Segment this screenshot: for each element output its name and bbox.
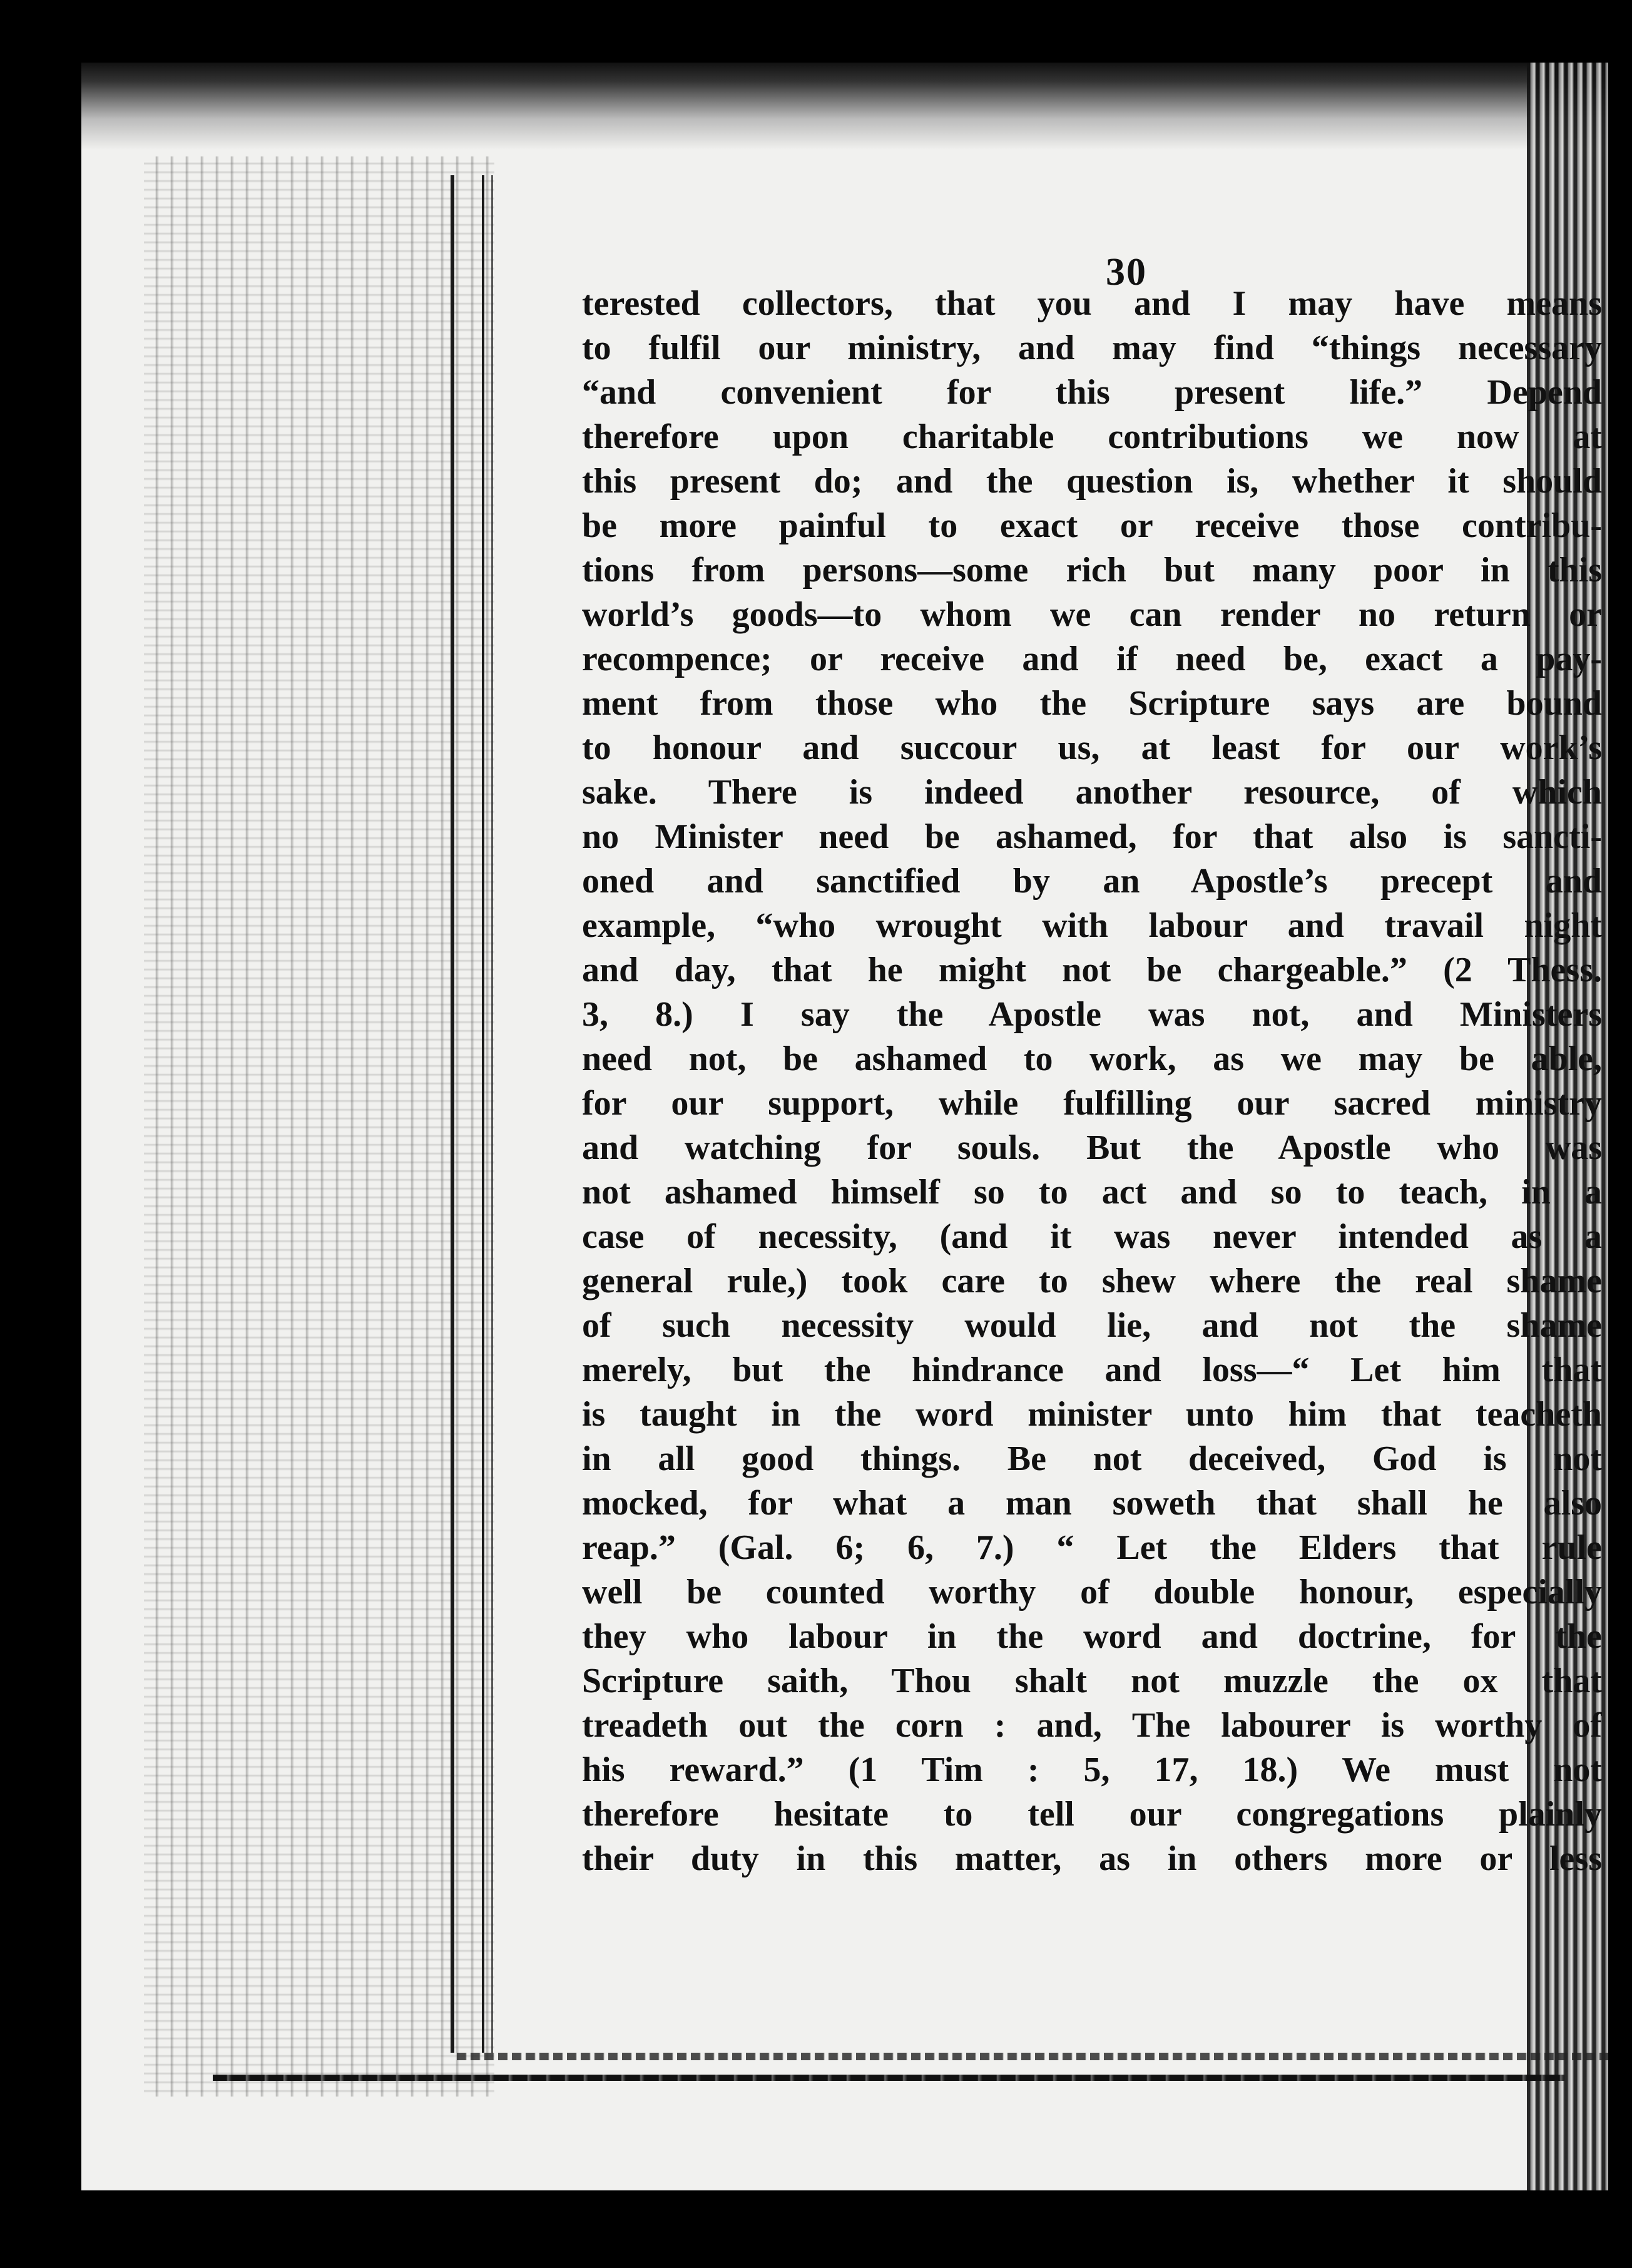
- text-line: mocked, for what a man soweth that shall he also: [582, 1484, 1602, 1523]
- text-line: therefore upon charitable contributions we now at: [582, 417, 1602, 456]
- text-line: sake. There is indeed another resource, of which: [582, 773, 1602, 812]
- text-line: this present do; and the question is, whether it should: [582, 462, 1602, 501]
- text-line: not ashamed himself so to act and so to teach, in a: [582, 1173, 1602, 1212]
- text-line: need not, be ashamed to work, as we may be able,: [582, 1040, 1602, 1078]
- text-line: world’s goods—to whom we can render no return or: [582, 595, 1602, 634]
- text-line: their duty in this matter, as in others more or less: [582, 1839, 1602, 1878]
- text-line: therefore hesitate to tell our congregations plainly: [582, 1795, 1602, 1834]
- text-line: no Minister need be ashamed, for that also is sancti-: [582, 817, 1602, 856]
- text-line: case of necessity, (and it was never intended as a: [582, 1217, 1602, 1256]
- text-line: treadeth out the corn : and, The labourer is worthy of: [582, 1706, 1602, 1745]
- text-line: “and convenient for this present life.” Depend: [582, 373, 1602, 412]
- bleed-through-shadow: [144, 156, 494, 2097]
- text-line: reap.” (Gal. 6; 6, 7.) “ Let the Elders that rule: [582, 1528, 1602, 1567]
- bottom-border-noise: [457, 2053, 1608, 2060]
- text-line: oned and sanctified by an Apostle’s precept and: [582, 862, 1602, 901]
- text-line: 3, 8.) I say the Apostle was not, and Ministers: [582, 995, 1602, 1034]
- bottom-border-rule: [213, 2075, 1564, 2081]
- scan-top-border: [81, 63, 1608, 150]
- text-line: tions from persons—some rich but many poor in this: [582, 551, 1602, 590]
- text-line: to honour and succour us, at least for our work’s: [582, 728, 1602, 767]
- text-line: terested collectors, that you and I may have means: [582, 284, 1602, 323]
- text-line: merely, but the hindrance and loss—“ Let him that: [582, 1351, 1602, 1389]
- text-line: and watching for souls. But the Apostle who was: [582, 1128, 1602, 1167]
- text-line: and day, that he might not be chargeable.” (2 Thess.: [582, 951, 1602, 989]
- text-line: example, “who wrought with labour and travail night: [582, 906, 1602, 945]
- text-line: recompence; or receive and if need be, exact a pay-: [582, 640, 1602, 678]
- text-line: they who labour in the word and doctrine, for the: [582, 1617, 1602, 1656]
- text-line: is taught in the word minister unto him that teacheth: [582, 1395, 1602, 1434]
- text-line: of such necessity would lie, and not the shame: [582, 1306, 1602, 1345]
- text-line: in all good things. Be not deceived, God is not: [582, 1439, 1602, 1478]
- scanned-page: [81, 63, 1608, 2190]
- text-line: his reward.” (1 Tim : 5, 17, 18.) We must not: [582, 1750, 1602, 1789]
- text-line: Scripture saith, Thou shalt not muzzle the ox that: [582, 1662, 1602, 1700]
- text-line: for our support, while fulfilling our sacred ministry: [582, 1084, 1602, 1123]
- page-number: 30: [1106, 251, 1147, 294]
- text-line: to fulfil our ministry, and may find “things necessary: [582, 329, 1602, 367]
- body-text: [582, 282, 1602, 1881]
- text-line: well be counted worthy of double honour, especially: [582, 1573, 1602, 1612]
- text-line: general rule,) took care to shew where the real shame: [582, 1262, 1602, 1300]
- gutter-rule: [451, 175, 454, 2053]
- text-line: be more painful to exact or receive those contribu-: [582, 506, 1602, 545]
- text-line: ment from those who the Scripture says are bound: [582, 684, 1602, 723]
- gutter-rule: [491, 175, 493, 2053]
- gutter-rule: [482, 175, 484, 2053]
